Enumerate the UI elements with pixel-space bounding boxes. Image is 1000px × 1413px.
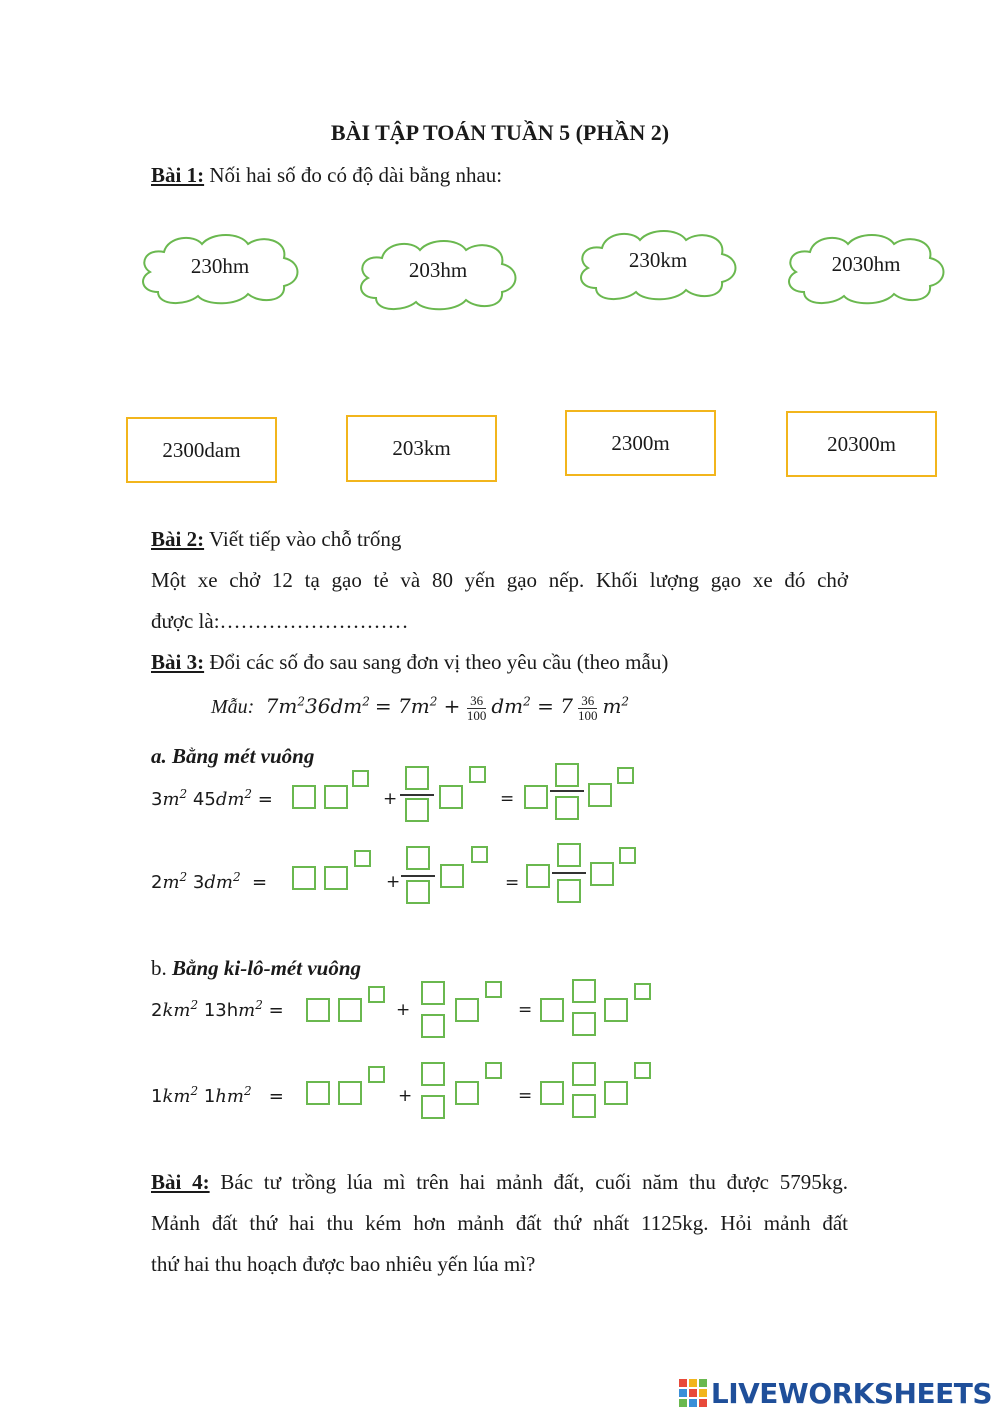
bai2-text: Viết tiếp vào chỗ trống (204, 527, 402, 551)
answer-box[interactable] (405, 766, 429, 790)
answer-box[interactable] (557, 843, 581, 867)
row2-expression: $2m^2$ $3dm^2$ = (151, 870, 268, 893)
answer-box[interactable] (455, 998, 479, 1022)
answer-box[interactable] (604, 1081, 628, 1105)
answer-box[interactable] (324, 866, 348, 890)
answer-box[interactable] (405, 798, 429, 822)
answer-box[interactable] (634, 983, 651, 1000)
cloud-1[interactable] (136, 230, 304, 306)
cloud-3[interactable] (574, 226, 742, 302)
row3-expression: $2km^2$ $13hm^2$ = (151, 998, 284, 1021)
bai3-label: Bài 3: (151, 650, 205, 674)
answer-box[interactable] (634, 1062, 651, 1079)
part-a-heading: a. Bằng mét vuông (151, 744, 315, 768)
answer-box[interactable] (406, 846, 430, 870)
answer-box[interactable] (306, 998, 330, 1022)
answer-box[interactable] (588, 783, 612, 807)
fraction-bar (400, 794, 434, 796)
bai4-line1 (151, 1170, 848, 1195)
plus-sign: + (396, 1000, 411, 1020)
answer-box[interactable] (338, 998, 362, 1022)
bai2-answer-line[interactable]: được là:……………………… (151, 609, 409, 633)
bai3-text: Đổi các số đo sau sang đơn vị theo yêu cầu (theo mẫu) (204, 650, 669, 674)
fraction-bar (401, 875, 435, 877)
example-denominator: 100 (577, 708, 598, 723)
cloud-label: 2030hm (831, 252, 901, 276)
answer-box[interactable] (557, 879, 581, 903)
bai2-label: Bài 2: (151, 527, 205, 551)
cloud-4[interactable] (782, 230, 950, 306)
answer-box[interactable] (526, 864, 550, 888)
answer-box[interactable] (555, 796, 579, 820)
answer-box[interactable] (572, 979, 596, 1003)
plus-sign: + (386, 872, 401, 892)
part-b-heading (151, 956, 361, 981)
answer-box[interactable] (421, 1014, 445, 1038)
answer-box[interactable] (440, 864, 464, 888)
bai2-heading (151, 527, 401, 552)
answer-box[interactable] (368, 986, 385, 1003)
bai1-label: Bài 1: (151, 163, 205, 187)
cloud-label: 203hm (408, 258, 468, 282)
plus-sign: + (383, 789, 398, 809)
row1-expression: $3m^2$ $45dm^2$ = (151, 787, 273, 810)
answer-box[interactable] (485, 981, 502, 998)
bai3-heading (151, 650, 668, 675)
bai4-label: Bài 4: (151, 1170, 210, 1194)
cloud-2[interactable] (354, 236, 522, 312)
answer-box[interactable] (555, 763, 579, 787)
answer-box[interactable] (421, 981, 445, 1005)
cloud-label: 230km (628, 248, 688, 272)
part-b-title: Bằng ki-lô-mét vuông (172, 956, 362, 980)
answer-box[interactable] (292, 785, 316, 809)
answer-box[interactable] (471, 846, 488, 863)
match-box-2[interactable]: 203km (346, 415, 497, 482)
answer-box[interactable] (540, 1081, 564, 1105)
answer-box[interactable] (324, 785, 348, 809)
example-label: Mẫu: (211, 696, 255, 719)
example-denominator: 100 (466, 708, 487, 723)
answer-box[interactable] (590, 862, 614, 886)
bai4-text-1: Bác tư trồng lúa mì trên hai mảnh đất, cuối năm thu được 5795kg. (209, 1170, 848, 1194)
bai4-line2: Mảnh đất thứ hai thu kém hơn mảnh đất thứ nhất 1125kg. Hỏi mảnh đất (151, 1211, 848, 1235)
logo-icon (679, 1379, 707, 1407)
answer-box[interactable] (354, 850, 371, 867)
answer-box[interactable] (406, 880, 430, 904)
fraction-bar (552, 872, 586, 874)
answer-box[interactable] (421, 1062, 445, 1086)
example-numerator: 36 (578, 694, 598, 709)
bai4-line3: thứ hai thu hoạch được bao nhiêu yến lúa mì? (151, 1252, 536, 1276)
example-line: Mẫu: $7m^236dm^2 = 7m^2$ + $\frac{36}{100}$ $dm^2 = 7$ $\frac{36}{100}$ $m^2$ (211, 693, 630, 723)
equals-sign: = (518, 1086, 533, 1106)
cloud-label: 230hm (190, 254, 250, 278)
row4-expression: $1km^2$ $1hm^2$ = (151, 1084, 284, 1107)
page-title: BÀI TẬP TOÁN TUẦN 5 (PHẦN 2) (330, 120, 670, 145)
match-box-1[interactable]: 2300dam (126, 417, 277, 483)
answer-box[interactable] (540, 998, 564, 1022)
answer-box[interactable] (421, 1095, 445, 1119)
bai1-text: Nối hai số đo có độ dài bằng nhau: (204, 163, 503, 187)
answer-box[interactable] (524, 785, 548, 809)
answer-box[interactable] (572, 1062, 596, 1086)
liveworksheets-logo (679, 1376, 992, 1410)
answer-box[interactable] (455, 1081, 479, 1105)
equals-sign: = (500, 789, 515, 809)
answer-box[interactable] (572, 1012, 596, 1036)
bai2-line1: Một xe chở 12 tạ gạo tẻ và 80 yến gạo nếp. Khối lượng gạo xe đó chở (151, 568, 848, 592)
answer-box[interactable] (485, 1062, 502, 1079)
plus-sign: + (398, 1086, 413, 1106)
equals-sign: = (518, 1000, 533, 1020)
equals-sign: = (505, 873, 520, 893)
part-b-prefix: b. (151, 956, 172, 980)
answer-box[interactable] (352, 770, 369, 787)
answer-box[interactable] (292, 866, 316, 890)
bai1-heading (151, 163, 502, 188)
answer-box[interactable] (617, 767, 634, 784)
example-numerator: 36 (467, 694, 487, 709)
answer-box[interactable] (619, 847, 636, 864)
answer-box[interactable] (306, 1081, 330, 1105)
match-box-3[interactable]: 2300m (565, 410, 716, 476)
match-box-4[interactable]: 20300m (786, 411, 937, 477)
answer-box[interactable] (368, 1066, 385, 1083)
logo-text: LIVEWORKSHEETS (710, 1376, 992, 1410)
answer-box[interactable] (338, 1081, 362, 1105)
answer-box[interactable] (469, 766, 486, 783)
answer-box[interactable] (572, 1094, 596, 1118)
answer-box[interactable] (604, 998, 628, 1022)
fraction-bar (550, 790, 584, 792)
answer-box[interactable] (439, 785, 463, 809)
